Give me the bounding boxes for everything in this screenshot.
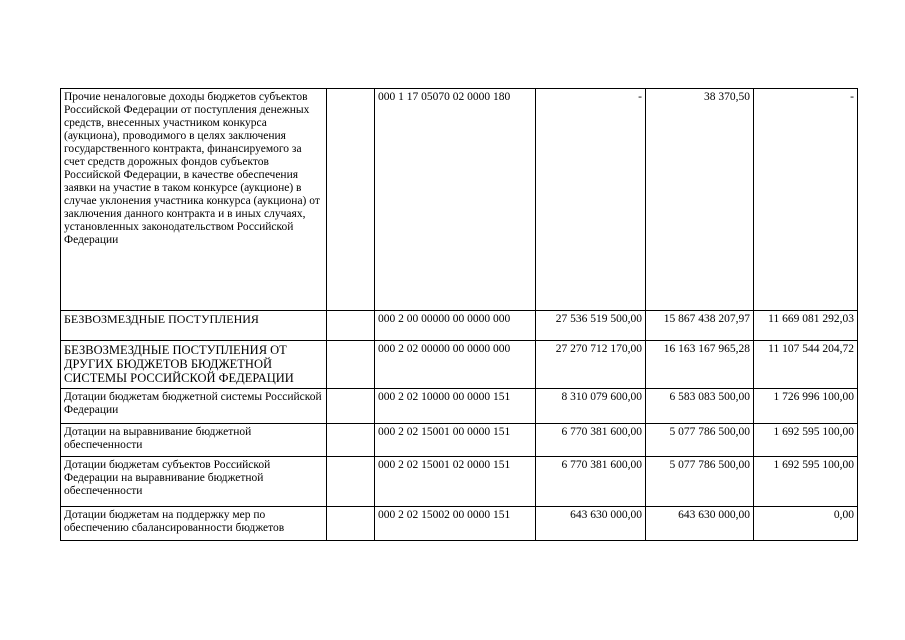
row-code: 000 2 02 15001 00 0000 151 — [375, 424, 536, 457]
row-value-2: 643 630 000,00 — [646, 507, 754, 541]
table-row — [61, 89, 858, 311]
row-name: Дотации бюджетам субъектов Российской Федерации на выравнивание бюджетной обеспеченности — [61, 457, 327, 507]
row-value-2: 15 867 438 207,97 — [646, 311, 754, 341]
row-value-3: 11 107 544 204,72 — [754, 341, 858, 389]
row-value-3: - — [754, 89, 858, 311]
row-value-2: 5 077 786 500,00 — [646, 424, 754, 457]
row-value-2: 16 163 167 965,28 — [646, 341, 754, 389]
table-row — [61, 507, 858, 541]
empty-cell — [327, 457, 375, 507]
empty-cell — [327, 389, 375, 424]
row-name: БЕЗВОЗМЕЗДНЫЕ ПОСТУПЛЕНИЯ ОТ ДРУГИХ БЮДЖЕТОВ БЮДЖЕТНОЙ СИСТЕМЫ РОССИЙСКОЙ ФЕДЕРАЦИИ — [61, 341, 327, 389]
table-row — [61, 424, 858, 457]
row-value-1: 27 270 712 170,00 — [536, 341, 646, 389]
row-value-1: 6 770 381 600,00 — [536, 457, 646, 507]
row-value-3: 1 692 595 100,00 — [754, 424, 858, 457]
row-value-2: 5 077 786 500,00 — [646, 457, 754, 507]
table-row — [61, 457, 858, 507]
row-value-3: 11 669 081 292,03 — [754, 311, 858, 341]
row-value-3: 1 692 595 100,00 — [754, 457, 858, 507]
row-code: 000 1 17 05070 02 0000 180 — [375, 89, 536, 311]
row-value-1: 6 770 381 600,00 — [536, 424, 646, 457]
row-value-1: - — [536, 89, 646, 311]
row-code: 000 2 02 15002 00 0000 151 — [375, 507, 536, 541]
empty-cell — [327, 311, 375, 341]
row-code: 000 2 00 00000 00 0000 000 — [375, 311, 536, 341]
row-code: 000 2 02 15001 02 0000 151 — [375, 457, 536, 507]
row-code: 000 2 02 00000 00 0000 000 — [375, 341, 536, 389]
empty-cell — [327, 507, 375, 541]
row-value-2: 38 370,50 — [646, 89, 754, 311]
row-value-1: 27 536 519 500,00 — [536, 311, 646, 341]
table-row — [61, 311, 858, 341]
row-value-3: 1 726 996 100,00 — [754, 389, 858, 424]
row-value-2: 6 583 083 500,00 — [646, 389, 754, 424]
row-name: Прочие неналоговые доходы бюджетов субъектов Российской Федерации от поступления денежных средств, внесенных участником конкурса (аукциона), проводимого в целях заключения государственного контракта, финансируемого за счет средств дорожных фондов субъектов Российской Федерации, в качестве обеспечения заявки на участие в таком конкурсе (аукционе) в случае уклонения участника конкурса (аукциона) от заключения данного контракта и в иных случаях, установленных законодательством Российской Федерации — [61, 89, 327, 311]
empty-cell — [327, 89, 375, 311]
row-name: Дотации бюджетам на поддержку мер по обеспечению сбалансированности бюджетов — [61, 507, 327, 541]
row-code: 000 2 02 10000 00 0000 151 — [375, 389, 536, 424]
row-value-3: 0,00 — [754, 507, 858, 541]
row-value-1: 643 630 000,00 — [536, 507, 646, 541]
table-row — [61, 389, 858, 424]
empty-cell — [327, 424, 375, 457]
table-row — [61, 341, 858, 389]
row-name: Дотации на выравнивание бюджетной обеспеченности — [61, 424, 327, 457]
row-name: Дотации бюджетам бюджетной системы Российской Федерации — [61, 389, 327, 424]
row-value-1: 8 310 079 600,00 — [536, 389, 646, 424]
empty-cell — [327, 341, 375, 389]
budget-revenue-table — [60, 88, 858, 541]
row-name: БЕЗВОЗМЕЗДНЫЕ ПОСТУПЛЕНИЯ — [61, 311, 327, 341]
